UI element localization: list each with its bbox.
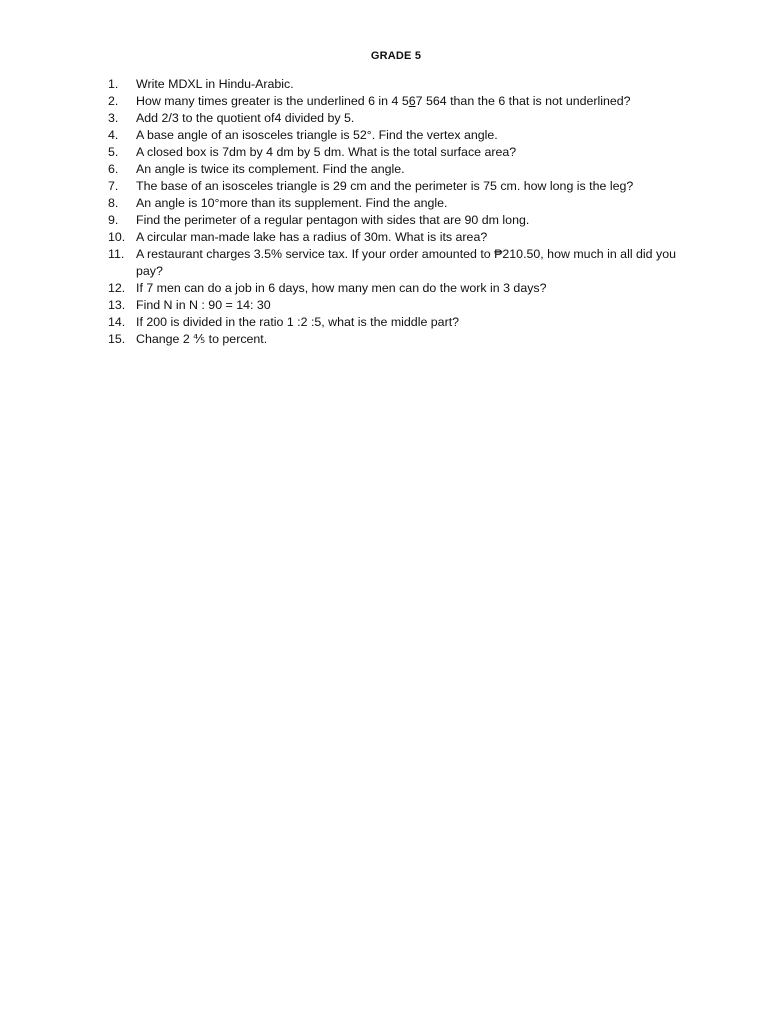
question-number: 13. (108, 298, 126, 312)
question-number: 15. (108, 332, 126, 346)
question-text-part: How many times greater is the underlined 6 in 4 5 (136, 94, 409, 108)
question-text: Add 2/3 to the quotient of4 divided by 5. (136, 111, 355, 125)
question-text: Write MDXL in Hindu-Arabic. (136, 77, 294, 91)
question-text: Change 2 ⅘ to percent. (136, 332, 268, 346)
question-text: Find N in N : 90 = 14: 30 (136, 298, 271, 312)
question-number: 6. (108, 162, 119, 176)
question-text: A restaurant charges 3.5% service tax. If your order amounted to ₱210.50, how much in all did you pay? (136, 247, 676, 278)
question-number: 10. (108, 230, 126, 244)
question-text: If 200 is divided in the ratio 1 :2 :5, what is the middle part? (136, 315, 460, 329)
question-text: An angle is 10°more than its supplement. Find the angle. (136, 196, 448, 210)
question-text-part: 7 564 than the 6 that is not underlined? (415, 94, 631, 108)
question-list (108, 76, 680, 348)
question-text: A base angle of an isosceles triangle is 52°. Find the vertex angle. (136, 128, 498, 142)
question-item-6 (108, 161, 680, 178)
question-text: The base of an isosceles triangle is 29 cm and the perimeter is 75 cm. how long is the leg? (136, 179, 634, 193)
question-number: 7. (108, 179, 119, 193)
question-number: 5. (108, 145, 119, 159)
question-item-14 (108, 314, 680, 331)
question-item-2 (108, 93, 680, 110)
underlined-digit: 6 (408, 94, 416, 108)
question-item-11 (108, 246, 680, 280)
question-item-8 (108, 195, 680, 212)
question-number: 11. (108, 247, 125, 261)
question-item-12 (108, 280, 680, 297)
question-text: A circular man-made lake has a radius of 30m. What is its area? (136, 230, 488, 244)
question-item-15 (108, 331, 680, 348)
question-item-1 (108, 76, 680, 93)
question-item-7 (108, 178, 680, 195)
question-number: 2. (108, 94, 119, 108)
question-item-5 (108, 144, 680, 161)
question-text (136, 93, 680, 110)
question-item-13 (108, 297, 680, 314)
question-number: 9. (108, 213, 119, 227)
question-item-9 (108, 212, 680, 229)
question-text: An angle is twice its complement. Find the angle. (136, 162, 405, 176)
question-number: 8. (108, 196, 119, 210)
question-text: If 7 men can do a job in 6 days, how many men can do the work in 3 days? (136, 281, 547, 295)
question-number: 14. (108, 315, 126, 329)
question-number: 1. (108, 77, 119, 91)
question-item-10 (108, 229, 680, 246)
question-text: Find the perimeter of a regular pentagon with sides that are 90 dm long. (136, 213, 530, 227)
question-number: 12. (108, 281, 126, 295)
question-text: A closed box is 7dm by 4 dm by 5 dm. What is the total surface area? (136, 145, 517, 159)
question-number: 3. (108, 111, 119, 125)
question-item-3 (108, 110, 680, 127)
page-title: GRADE 5 (370, 50, 422, 62)
question-item-4 (108, 127, 680, 144)
question-number: 4. (108, 128, 119, 142)
